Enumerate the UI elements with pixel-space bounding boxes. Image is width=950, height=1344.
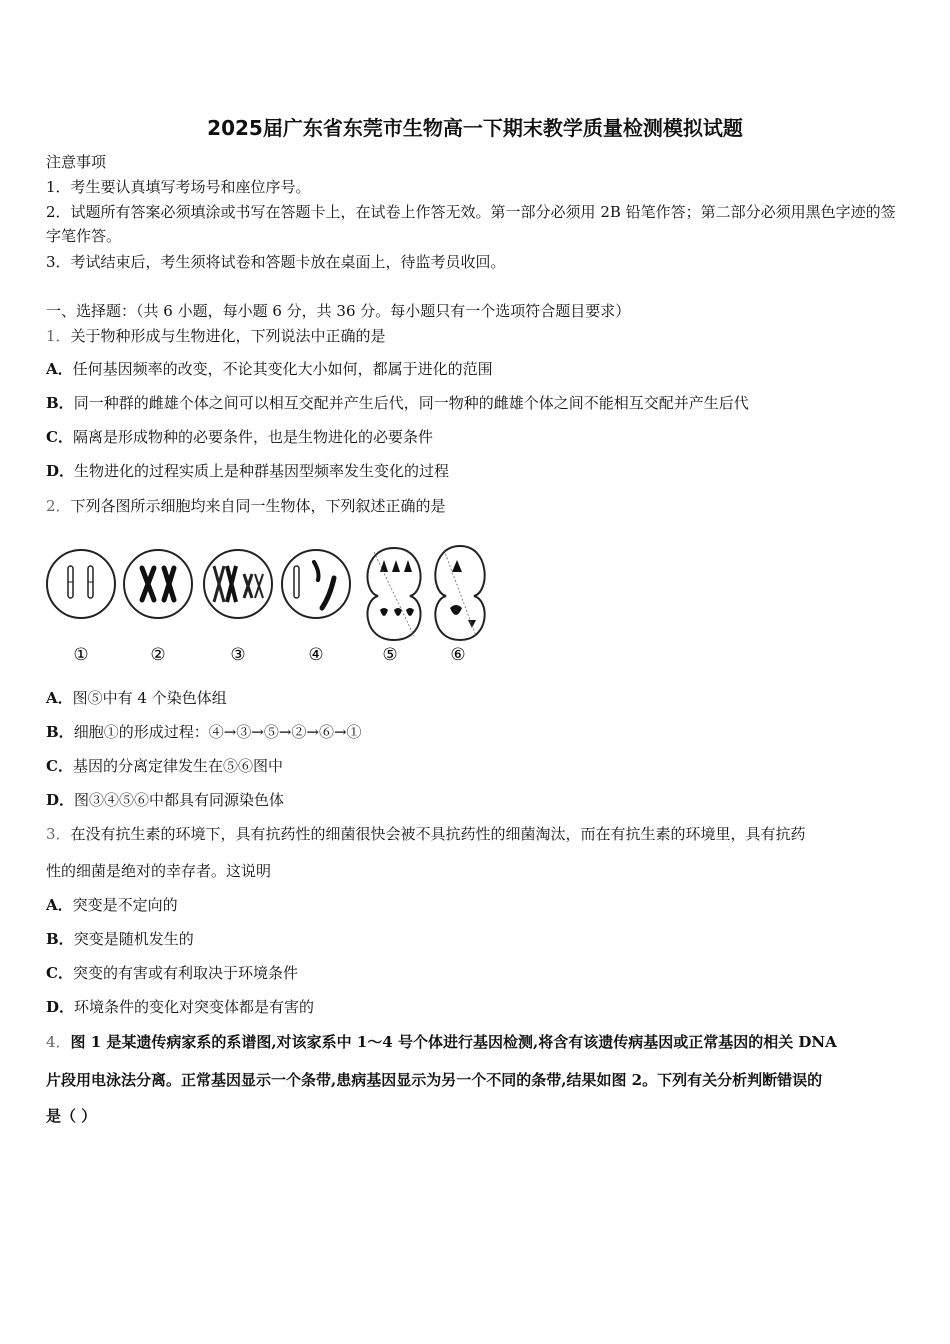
option-label: B． [46, 723, 74, 741]
question-1-option-c [46, 425, 906, 449]
option-label: A． [46, 360, 73, 378]
option-label: C． [46, 428, 73, 446]
cell-division-figure [44, 536, 494, 671]
option-text: 图⑤中有 4 个染色体组 [72, 689, 227, 707]
question-text: 图 1 是某遗传病家系的系谱图,对该家系中 1～4 号个体进行基因检测,将含有该遗传病基因或正常基因的相关 DNA [70, 1033, 837, 1051]
option-text: 任何基因频率的改变，不论其变化大小如何，都属于进化的范围 [72, 360, 493, 378]
question-number: 1． [46, 327, 71, 345]
question-3-stem-line-2: 性的细菌是绝对的幸存者。这说明 [46, 862, 272, 880]
question-2-option-a [46, 686, 906, 710]
section-heading: 一、选择题：（共 6 小题，每小题 6 分，共 36 分。每小题只有一个选项符合题目要求） [46, 302, 631, 320]
option-text: 环境条件的变化对突变体都是有害的 [74, 998, 315, 1016]
question-3-option-c [46, 961, 906, 985]
notice-item-3: 3．考试结束后，考生须将试卷和答题卡放在桌面上，待监考员收回。 [46, 253, 506, 271]
question-1-option-b [46, 391, 906, 415]
notice-heading: 注意事项 [46, 153, 107, 171]
option-text: 细胞①的形成过程：④→③→⑤→②→⑥→① [73, 723, 362, 741]
option-label: C． [46, 964, 73, 982]
question-2-stem [46, 494, 906, 518]
question-4-stem-line-2: 片段用电泳法分离。正常基因显示一个条带,患病基因显示为另一个不同的条带,结果如图 2。下列有关分析判断错误的 [46, 1071, 823, 1089]
option-label: A． [46, 896, 73, 914]
page-title: 2025届广东省东莞市生物高一下期末教学质量检测模拟试题 [207, 116, 743, 140]
figure-label-2: ② [150, 645, 166, 665]
option-label: B． [46, 930, 74, 948]
question-3-stem-line-1 [46, 822, 906, 846]
question-2-option-d [46, 788, 906, 812]
question-text: 关于物种形成与生物进化，下列说法中正确的是 [70, 327, 386, 345]
question-number: 2． [46, 497, 71, 515]
cell-3-illustration [204, 550, 272, 618]
notice-item-1: 1．考生要认真填写考场号和座位序号。 [46, 178, 311, 196]
cell-6-illustration [435, 546, 484, 640]
question-3-option-b [46, 927, 906, 951]
cell-2-illustration [124, 550, 192, 618]
option-label: D． [46, 998, 75, 1016]
option-label: D． [46, 791, 75, 809]
figure-label-4: ④ [308, 645, 324, 665]
option-text: 基因的分离定律发生在⑤⑥图中 [72, 757, 283, 775]
question-1-option-a [46, 357, 906, 381]
option-text: 同一种群的雌雄个体之间可以相互交配并产生后代，同一物种的雌雄个体之间不能相互交配并产生后代 [73, 394, 749, 412]
question-3-option-a [46, 893, 906, 917]
figure-label-6: ⑥ [450, 645, 466, 665]
cell-1-illustration [47, 550, 115, 618]
figure-label-3: ③ [230, 645, 246, 665]
option-text: 突变是不定向的 [72, 896, 178, 914]
option-text: 突变是随机发生的 [73, 930, 194, 948]
question-1-stem [46, 324, 906, 348]
cell-4-illustration [282, 550, 350, 618]
question-text: 下列各图所示细胞均来自同一生物体，下列叙述正确的是 [70, 497, 446, 515]
option-label: A． [46, 689, 73, 707]
question-number: 3． [46, 825, 71, 843]
option-text: 隔离是形成物种的必要条件，也是生物进化的必要条件 [72, 428, 433, 446]
cell-5-illustration [367, 548, 420, 640]
question-4-stem-line-1 [46, 1030, 906, 1054]
option-text: 图③④⑤⑥中都具有同源染色体 [74, 791, 285, 809]
option-text: 生物进化的过程实质上是种群基因型频率发生变化的过程 [74, 462, 450, 480]
question-number: 4． [46, 1033, 71, 1051]
option-text: 突变的有害或有利取决于环境条件 [72, 964, 298, 982]
option-label: D． [46, 462, 75, 480]
option-label: B． [46, 394, 74, 412]
question-2-option-b [46, 720, 906, 744]
figure-label-1: ① [73, 645, 89, 665]
notice-item-2: 2．试题所有答案必须填涂或书写在答题卡上，在试卷上作答无效。第一部分必须用 2B 铅笔作答；第二部分必须用黑色字迹的签字笔作答。 [46, 203, 896, 245]
question-1-option-d [46, 459, 906, 483]
question-2-option-c [46, 754, 906, 778]
question-text: 在没有抗生素的环境下，具有抗药性的细菌很快会被不具抗药性的细菌淘汰，而在有抗生素的环境里，具有抗药 [70, 825, 806, 843]
figure-label-5: ⑤ [382, 645, 398, 665]
question-4-stem-line-3: 是（ ） [46, 1107, 97, 1125]
question-3-option-d [46, 995, 906, 1019]
option-label: C． [46, 757, 73, 775]
